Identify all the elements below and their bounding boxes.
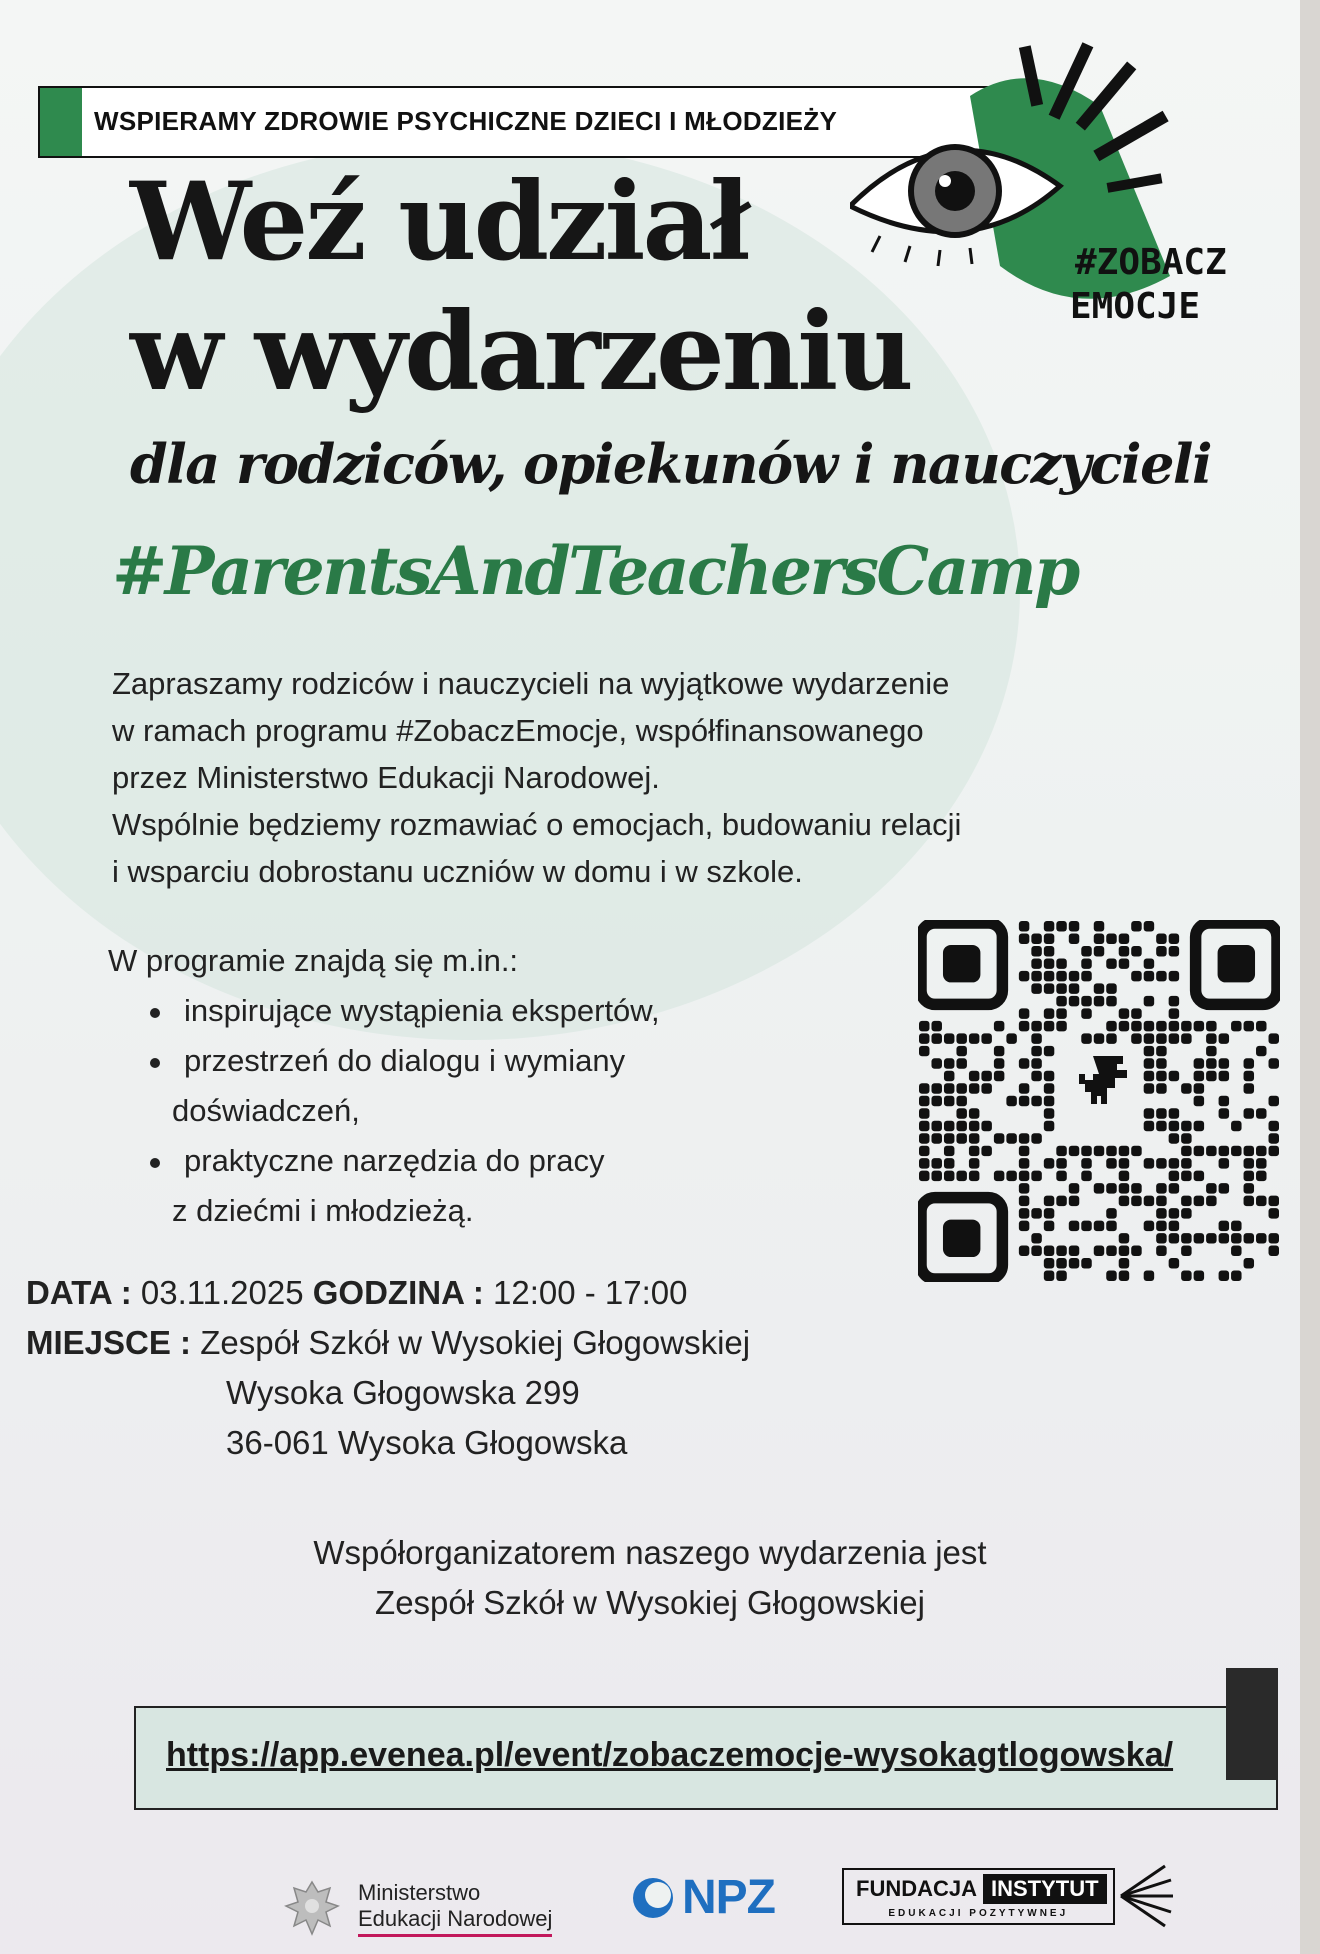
- program-item-continuation: z dziećmi i młodzieżą.: [172, 1193, 474, 1228]
- footer-logos: [0, 1830, 1300, 1954]
- program-item-continuation: doświadczeń,: [172, 1093, 360, 1128]
- ministry-name: [358, 1880, 552, 1937]
- npz-logo: [630, 1870, 775, 1925]
- intro-line: przez Ministerstwo Edukacji Narodowej.: [112, 760, 660, 795]
- eagle-icon: [280, 1876, 344, 1940]
- sunburst-icon: [1115, 1856, 1175, 1936]
- program-list: [108, 986, 808, 1236]
- program-section: [108, 936, 808, 1236]
- program-item-text: inspirujące wystąpienia ekspertów,: [184, 993, 660, 1028]
- place-line3: 36-061 Wysoka Głogowska: [226, 1424, 628, 1461]
- headline-line1: Weź udział: [130, 159, 749, 285]
- place-line2: Wysoka Głogowska 299: [226, 1374, 580, 1411]
- url-box-accent: [1226, 1668, 1278, 1780]
- foundation-word2: INSTYTUT: [983, 1874, 1107, 1904]
- program-item: [148, 986, 808, 1036]
- program-item-text: przestrzeń do dialogu i wymiany: [184, 1043, 626, 1078]
- qr-finder: [921, 923, 1002, 1004]
- logo-line1: #ZOBACZ: [1075, 242, 1227, 283]
- coorganizer-line1: Współorganizatorem naszego wydarzenia jest: [313, 1534, 987, 1571]
- program-title: W programie znajdą się m.in.:: [108, 943, 519, 978]
- banner-text: WSPIERAMY ZDROWIE PSYCHICZNE DZIECI I MŁODZIEŻY: [94, 106, 838, 136]
- intro-paragraph: [112, 660, 1212, 895]
- place-row: [26, 1318, 926, 1368]
- date-row: [26, 1268, 926, 1318]
- headline-line2: w wydarzeniu: [130, 289, 911, 415]
- ministry-name-line2: Edukacji Narodowej: [358, 1905, 553, 1931]
- banner-green-strip: [40, 88, 82, 156]
- place-label: MIEJSCE :: [26, 1324, 192, 1361]
- date-label: DATA :: [26, 1274, 132, 1311]
- program-item: [148, 1036, 808, 1086]
- event-link[interactable]: https://app.evenea.pl/event/zobaczemocje-wysokagtlogowska/: [166, 1736, 1174, 1774]
- intro-line: Zapraszamy rodziców i nauczycieli na wyjątkowe wydarzenie: [112, 666, 950, 701]
- place-line1: Zespół Szkół w Wysokiej Głogowskiej: [200, 1324, 751, 1361]
- logo-line2: EMOCJE: [1070, 286, 1201, 327]
- time-label: GODZINA :: [312, 1274, 484, 1311]
- foundation-box: [842, 1868, 1115, 1925]
- program-item: [148, 1136, 808, 1186]
- intro-line: i wsparciu dobrostanu uczniów w domu i w szkole.: [112, 854, 803, 889]
- ministry-logo: [280, 1876, 552, 1940]
- foundation-subtitle: EDUKACJI POZYTYWNEJ: [888, 1907, 1069, 1919]
- program-item-text: praktyczne narzędzia do pracy: [184, 1143, 605, 1178]
- foundation-word1: FUNDACJA: [856, 1875, 977, 1901]
- qr-finder: [921, 1198, 1002, 1279]
- npz-text: NPZ: [682, 1871, 775, 1924]
- date-value: 03.11.2025: [140, 1274, 304, 1311]
- url-box: [134, 1706, 1278, 1810]
- coorganizer-line2: Zespół Szkół w Wysokiej Głogowskiej: [375, 1584, 925, 1621]
- qr-code[interactable]: [918, 920, 1280, 1282]
- ministry-name-line1: Ministerstwo: [358, 1879, 481, 1905]
- event-info: [26, 1268, 926, 1468]
- hashtag: #ParentsAndTeachersCamp: [112, 532, 1078, 610]
- npz-mark-icon: [630, 1875, 676, 1921]
- intro-line: w ramach programu #ZobaczEmocje, współfinansowanego: [112, 713, 924, 748]
- foundation-logo: [842, 1856, 1175, 1936]
- time-value: 12:00 - 17:00: [493, 1274, 688, 1311]
- intro-line: Wspólnie będziemy rozmawiać o emocjach, budowaniu relacji: [112, 807, 962, 842]
- subtitle: dla rodziców, opiekunów i nauczycieli: [130, 432, 1211, 496]
- qr-finder: [1196, 923, 1277, 1004]
- coorganizer: [0, 1528, 1300, 1628]
- dino-icon: [1079, 1056, 1127, 1104]
